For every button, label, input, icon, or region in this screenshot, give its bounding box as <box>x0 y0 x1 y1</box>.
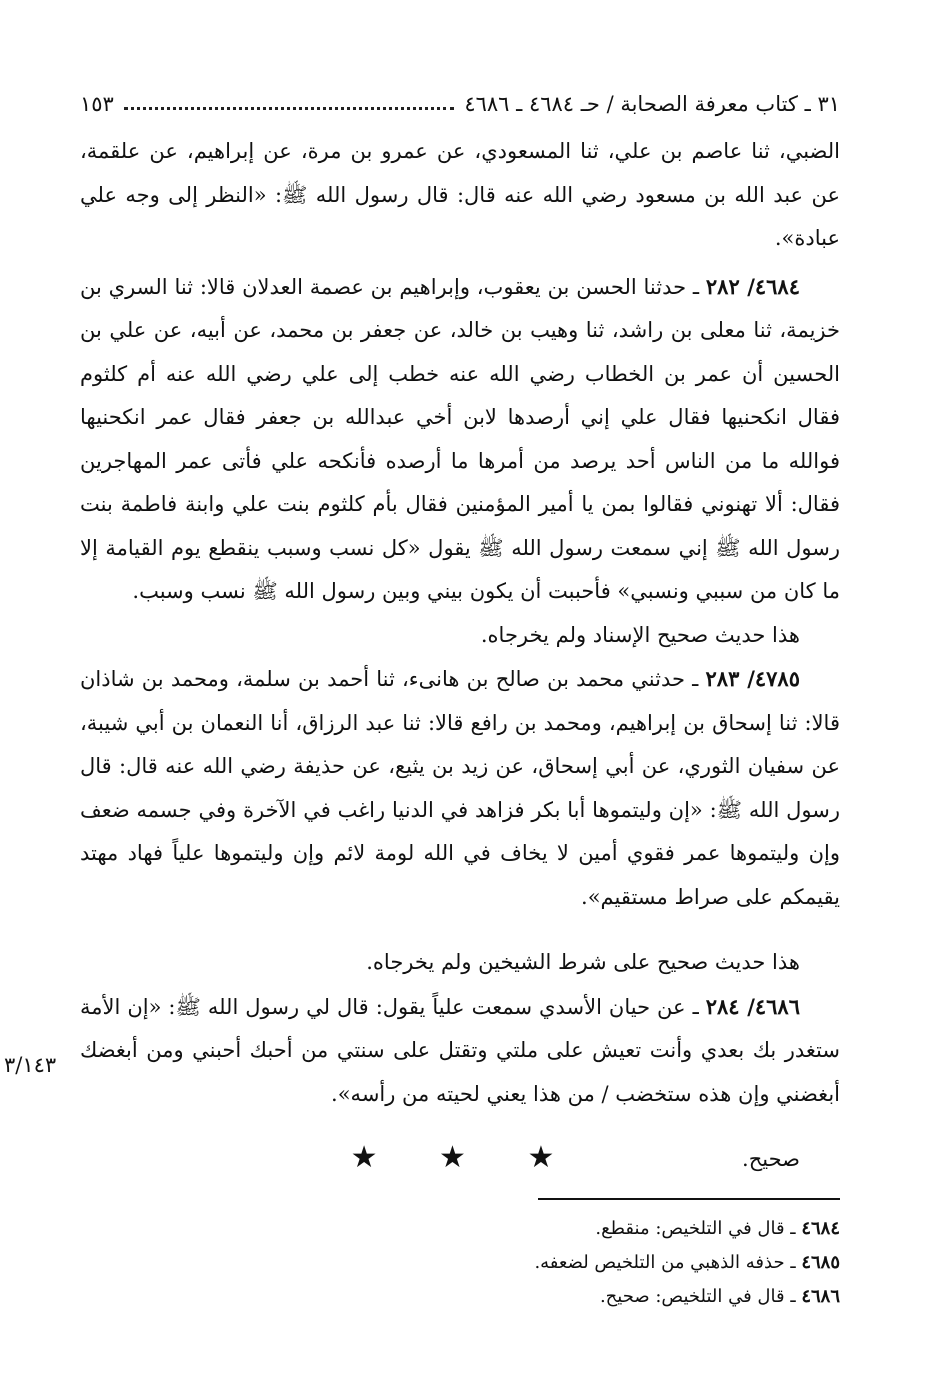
hadith-text: ـ حدثنا الحسن بن يعقوب، وإبراهيم بن عصمة العدلان قالا: ثنا السري بن خزيمة، ثنا معلى بن راشد، ثنا وهيب بن خالد، عن جعفر بن محمد، عن أبيه، عن علي بن الحسين أن عمر بن الخطاب رضي الله عنه خطب إلى علي رضي الله عنه أم كلثوم فقال انكحنيها فقال علي إني أرصدها لابن أخي عبدالله بن جعفر فقال عمر انكحنيها فوالله ما من الناس أحد يرصد من أمرها ما أرصده فأنكحه علي فأتى عمر المهاجرين فقال: ألا تهنوني فقالوا بمن يا أمير المؤمنين فقال بأم كلثوم بنت علي وابنة فاطمة بنت رسول الله ﷺ إني سمعت رسول الله ﷺ يقول «كل نسب وسبب ينقطع يوم القيامة إلا ما كان من سببي ونسبي» فأحببت أن يكون بيني وبين رسول الله ﷺ نسب وسبب. <box>80 274 841 603</box>
footnote-number: ٤٦٨٥ <box>801 1252 840 1273</box>
hadith-text: ـ عن حيان الأسدي سمعت علياً يقول: قال لي رسول الله ﷺ: «إن الأمة ستغدر بك بعدي وأنت تعيش على ملتي وتقتل على سنتي من أحبك أحبني ومن أبغضك أبغضني وإن هذه ستخضب / من هذا يعني لحيته من رأسه». <box>80 994 840 1106</box>
footnote-text: ـ قال في التلخيص: منقطع. <box>595 1218 796 1239</box>
hadith-number: ٤٦٨٦/ ٢٨٤ <box>705 993 800 1019</box>
footnote-text: ـ قال في التلخيص: صحيح. <box>599 1286 796 1307</box>
footnote-item <box>80 1212 840 1246</box>
section-divider-stars: ★ ★ ★ <box>350 1140 581 1175</box>
hadith-grade: صحيح. <box>742 1147 800 1171</box>
spacer <box>80 919 840 941</box>
footnotes <box>80 1212 840 1314</box>
hadith-number: ٤٧٨٥/ ٢٨٣ <box>705 666 800 691</box>
continued-chain-line-2: عن عبد الله بن مسعود رضي الله عنه قال: قال رسول الله ﷺ: «النظر إلى وجه علي عبادة». <box>80 182 840 250</box>
text-line <box>80 130 840 261</box>
page-number: ١٥٣ <box>80 92 114 116</box>
footnote-number: ٤٦٨٦ <box>801 1286 840 1307</box>
spacer <box>80 1116 840 1138</box>
footnote-rule <box>538 1198 840 1200</box>
hadith-grade: هذا حديث صحيح الإسناد ولم يخرجاه. <box>480 622 800 647</box>
footnote-number: ٤٦٨٤ <box>801 1218 840 1239</box>
hadith-text: ـ حدثني محمد بن صالح بن هانىء، ثنا أحمد بن سلمة، ومحمد بن شاذان قالا: ثنا إسحاق بن إبراهيم، ومحمد بن رافع قالا: ثنا عبد الرزاق، أنا النعمان بن أبي شيبة، عن سفيان الثوري، عن أبي إسحاق، عن زيد بن يثيع، عن حذيفة رضي الله عنه قال: قال رسول الله ﷺ: «إن وليتموها أبا بكر فزاهد في الدنيا راغب في الآخرة وفي جسمه ضعف وإن وليتموها عمر فقوي أمين لا يخاف في الله لومة لائم وإن وليتموها علياً فهاد مهتد يقيمكم على صراط مستقيم». <box>80 667 840 909</box>
header-title: ٣١ ـ كتاب معرفة الصحابة / حـ ٤٦٨٤ ـ ٤٦٨٦ <box>464 92 840 116</box>
footnote-item <box>80 1280 840 1314</box>
hadith-paragraph-4686 <box>80 985 840 1117</box>
continued-chain-line-1: الضبي، ثنا عاصم بن علي، ثنا المسعودي، عن عمرو بن مرة، عن إبراهيم، عن علقمة، <box>80 139 840 163</box>
hadith-paragraph-4684 <box>80 265 840 614</box>
margin-volume-reference: ٣/١٤٣ <box>4 1053 57 1077</box>
header-dot-leader <box>124 107 454 110</box>
footnote-text: ـ حذفه الذهبي من التلخيص لضعفه. <box>534 1252 796 1273</box>
footnote-item <box>80 1246 840 1280</box>
hadith-paragraph-4785 <box>80 657 840 919</box>
hadith-grade: هذا حديث صحيح على شرط الشيخين ولم يخرجاه. <box>366 950 800 974</box>
running-header <box>80 80 840 116</box>
main-text <box>80 130 840 1182</box>
hadith-number: ٤٦٨٤/ ٢٨٢ <box>705 273 800 299</box>
